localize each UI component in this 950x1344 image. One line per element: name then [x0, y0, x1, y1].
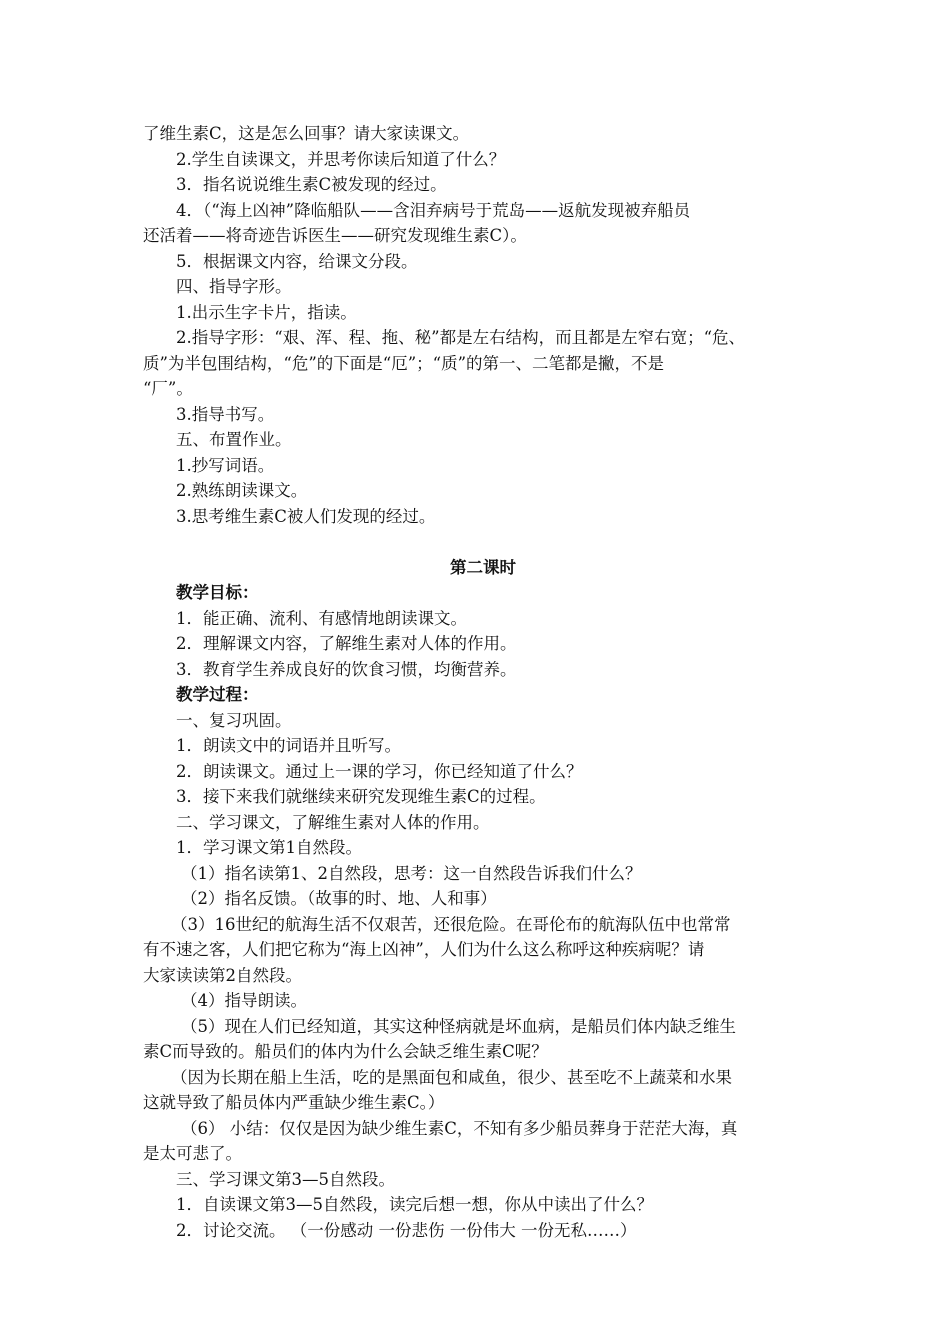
text-line: 了维生素C，这是怎么回事？请大家读课文。 — [143, 124, 470, 143]
text-line: 2.学生自读课文，并思考你读后知道了什么？ — [176, 149, 506, 169]
text-line: 2．朗读课文。通过上一课的学习，你已经知道了什么？ — [176, 761, 583, 781]
text-line: 素C而导致的。船员们的体内为什么会缺乏维生素C呢？ — [143, 1042, 548, 1061]
text-line: 2．理解课文内容，了解维生素对人体的作用。 — [176, 634, 517, 653]
text-line: （因为长期在船上生活，吃的是黑面包和咸鱼，很少、甚至吃不上蔬菜和水果 — [171, 1067, 732, 1087]
blank-line — [143, 529, 823, 555]
text-line: 大家读读第2自然段。 — [143, 965, 302, 985]
text-line: 5．根据课文内容，给课文分段。 — [176, 251, 418, 271]
text-line: 有不速之客，人们把它称为“海上凶神”，人们为什么这么称呼这种疾病呢？请 — [143, 940, 705, 959]
text-line: 1．自读课文第3—5自然段，读完后想一想，你从中读出了什么？ — [176, 1195, 653, 1214]
text-line: 1.出示生字卡片，指读。 — [176, 302, 357, 322]
text-line: （5）现在人们已经知道，其实这种怪病就是坏血病，是船员们体内缺乏维生 — [181, 1016, 736, 1036]
text-line: 一、复习巩固。 — [176, 710, 292, 730]
text-line: （4）指导朗读。 — [181, 991, 307, 1010]
text-line: 1.抄写词语。 — [176, 455, 275, 475]
text-line: 1．朗读文中的词语并且听写。 — [176, 736, 401, 755]
section-heading: 教学过程： — [176, 685, 259, 704]
text-line: 1．学习课文第1自然段。 — [176, 838, 362, 857]
text-line: 还活着——将奇迹告诉医生——研究发现维生素C）。 — [143, 226, 527, 245]
text-line: “厂”。 — [143, 379, 193, 398]
text-line: 4．（“海上凶神”降临船队——含泪弃病号于荒岛——返航发现被弃船员 — [176, 200, 691, 220]
text-line: 四、指导字形。 — [176, 277, 292, 296]
text-line: 2.指导字形：“艰、浑、程、拖、秘”都是左右结构，而且都是左窄右宽；“危、 — [176, 328, 746, 347]
text-line: 质”为半包围结构，“危”的下面是“厄”；“质”的第一、二笔都是撇，不是 — [143, 353, 665, 373]
text-line: （6） 小结：仅仅是因为缺少维生素C，不知有多少船员葬身于茫茫大海，真 — [181, 1118, 738, 1138]
text-line: 2．讨论交流。 （一份感动 一份悲伤 一份伟大 一份无私……） — [176, 1220, 637, 1240]
text-line: 3.指导书写。 — [176, 404, 275, 424]
text-line: 是太可悲了。 — [143, 1144, 242, 1163]
text-line: （3）16世纪的航海生活不仅艰苦，还很危险。在哥伦布的航海队伍中也常常 — [171, 914, 731, 934]
text-line: 这就导致了船员体内严重缺少维生素C。） — [143, 1093, 445, 1112]
section-heading: 第二课时 — [450, 557, 516, 577]
text-line: （1）指名读第1、2自然段，思考：这一自然段告诉我们什么？ — [181, 863, 642, 883]
text-line: 3．教育学生养成良好的饮食习惯，均衡营养。 — [176, 659, 517, 679]
section-heading: 教学目标： — [176, 583, 259, 602]
text-line: 1．能正确、流利、有感情地朗读课文。 — [176, 608, 467, 628]
text-line: 3．接下来我们就继续来研究发现维生素C的过程。 — [176, 787, 546, 806]
text-line: 三、学习课文第3—5自然段。 — [176, 1169, 395, 1189]
text-line: 二、学习课文，了解维生素对人体的作用。 — [176, 812, 490, 832]
text-line: 3.思考维生素C被人们发现的经过。 — [176, 506, 436, 526]
text-line: 2.熟练朗读课文。 — [176, 481, 308, 500]
text-line: 3．指名说说维生素C被发现的经过。 — [176, 175, 447, 194]
text-line: 五、布置作业。 — [176, 430, 292, 449]
text-line: （2）指名反馈。（故事的时、地、人和事） — [181, 889, 497, 908]
document-body — [143, 121, 823, 1243]
